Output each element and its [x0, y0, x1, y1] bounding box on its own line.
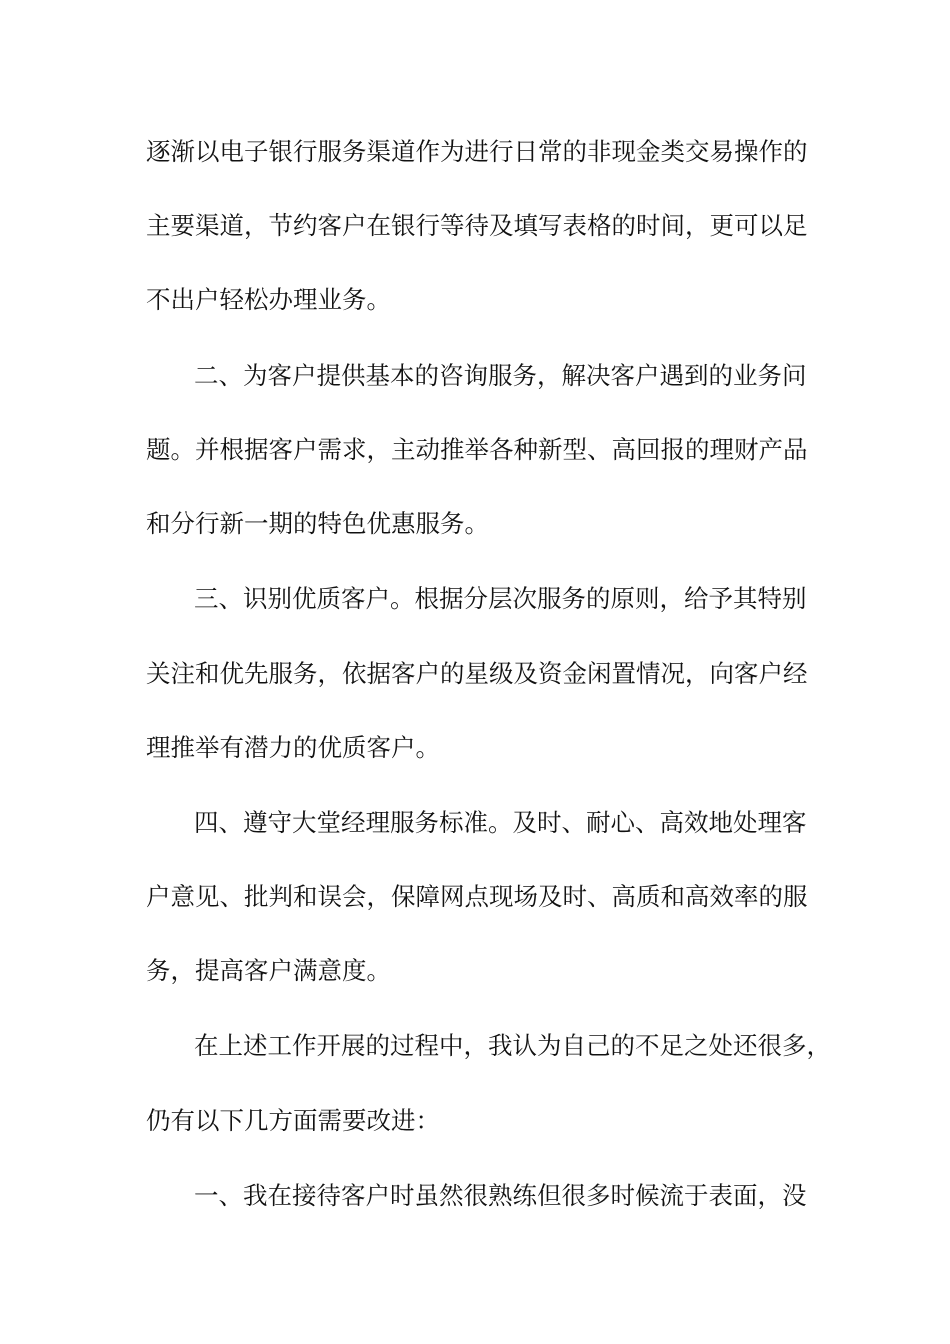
text-line: 二、为客户提供基本的咨询服务，解决客户遇到的业务问 — [194, 361, 807, 390]
text-line: 关注和优先服务，依据客户的星级及资金闲置情况，向客户经 — [146, 659, 808, 688]
text-line: 仍有以下几方面需要改进： — [146, 1106, 440, 1135]
text-line: 务，提高客户满意度。 — [146, 956, 391, 985]
text-line: 和分行新一期的特色优惠服务。 — [146, 509, 489, 538]
text-line: 主要渠道，节约客户在银行等待及填写表格的时间，更可以足 — [146, 211, 808, 240]
text-line: 一、我在接待客户时虽然很熟练但很多时候流于表面，没 — [194, 1181, 807, 1210]
text-line: 三、识别优质客户。根据分层次服务的原则，给予其特别 — [194, 584, 807, 613]
text-line: 在上述工作开展的过程中，我认为自己的不足之处还很多， — [194, 1031, 831, 1060]
text-line: 逐渐以电子银行服务渠道作为进行日常的非现金类交易操作的 — [146, 137, 808, 166]
text-line: 题。并根据客户需求，主动推举各种新型、高回报的理财产品 — [146, 435, 808, 464]
text-line: 四、遵守大堂经理服务标准。及时、耐心、高效地处理客 — [194, 808, 807, 837]
text-line: 户意见、批判和误会，保障网点现场及时、高质和高效率的服 — [146, 882, 808, 911]
text-line: 理推举有潜力的优质客户。 — [146, 733, 440, 762]
text-line: 不出户轻松办理业务。 — [146, 285, 391, 314]
